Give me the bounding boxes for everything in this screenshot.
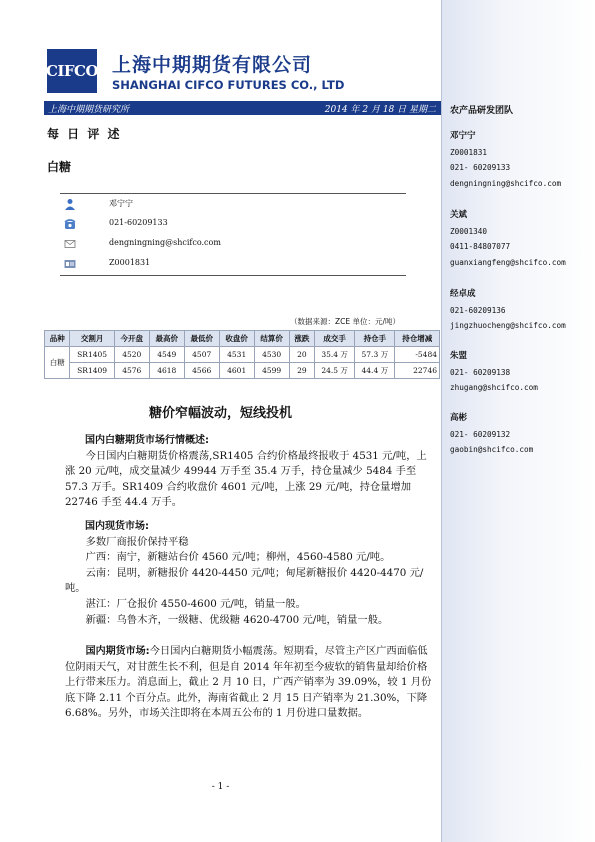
col-header: 品种 <box>45 331 70 347</box>
envelope-icon <box>64 238 76 250</box>
table-cell: 22746 <box>395 363 440 379</box>
section-spot-market <box>65 519 433 628</box>
member-phone: 021- 60209133 <box>450 163 511 172</box>
product-title: 白糖 <box>47 160 72 174</box>
table-cell: 4618 <box>149 363 184 379</box>
member-email[interactable]: zhugang@shcifco.com <box>450 383 538 392</box>
table-row <box>45 363 440 379</box>
table-cell: 4566 <box>184 363 219 379</box>
table-cell: 29 <box>289 363 314 379</box>
member-license: Z0001831 <box>450 147 488 157</box>
team-member <box>450 129 590 191</box>
table-source-note: （数据来源：ZCE 单位：元/吨） <box>290 317 401 326</box>
col-header: 交割月 <box>70 331 114 347</box>
col-header: 成交手 <box>315 331 355 347</box>
company-name-cn: 上海中期期货有限公司 <box>112 54 313 76</box>
member-name: 关斌 <box>450 210 468 220</box>
contact-license: Z0001831 <box>109 258 151 267</box>
quote-table <box>44 330 440 379</box>
section-body: 今日国内白糖期货价格震荡,SR1405 合约价格最终报收于 4531 元/吨，上涨 20 元/吨，成交量减少 49944 万手至 35.4 万手，持仓量减少 5484 手至 57.3 万手。SR1409 合约收盘价 4601 元/吨，上涨 29 元/吨，持仓量增加 22746 手至 44.4 万手。 <box>65 449 427 509</box>
table-cell: SR1405 <box>70 347 114 363</box>
col-header: 最高价 <box>149 331 184 347</box>
contact-row-phone <box>60 217 406 233</box>
company-logo <box>47 49 97 93</box>
spot-line: 云南：昆明，新糖报价 4420-4450 元/吨；甸尾新糖报价 4420-4470 元/吨。 <box>65 566 424 595</box>
contact-phone: 021-60209133 <box>109 218 168 227</box>
member-license: Z0001340 <box>450 226 488 236</box>
table-cell: 4576 <box>114 363 149 379</box>
spot-line: 湛江：厂仓报价 4550-4600 元/吨，销量一般。 <box>85 597 306 610</box>
member-email[interactable]: dengningning@shcifco.com <box>450 178 562 188</box>
col-header: 持仓手 <box>355 331 395 347</box>
team-member <box>450 208 590 270</box>
member-phone: 021- 60209138 <box>450 367 511 377</box>
page-number: - 1 - <box>211 782 230 792</box>
table-row <box>45 347 440 363</box>
team-heading: 农产品研发团队 <box>450 106 514 116</box>
col-header: 收盘价 <box>219 331 254 347</box>
contact-email[interactable]: dengningning@shcifco.com <box>109 238 221 247</box>
col-header: 今开盘 <box>114 331 149 347</box>
member-name: 邓宁宁 <box>450 131 476 141</box>
team-member <box>450 287 590 334</box>
table-header-row <box>45 331 440 347</box>
col-header: 最低价 <box>184 331 219 347</box>
section-futures-market <box>65 644 433 722</box>
table-cell: 4507 <box>184 347 219 363</box>
section-title: 每 日 评 述 <box>47 127 122 141</box>
member-phone: 0411-84807077 <box>450 242 511 251</box>
table-cell: 35.4 万 <box>315 347 355 363</box>
article-title: 糖价窄幅波动，短线投机 <box>148 406 292 421</box>
logo-mark: CIFCO <box>45 62 99 80</box>
analyst-contact <box>60 193 406 276</box>
id-card-icon <box>64 258 76 270</box>
table-cell: 4549 <box>149 347 184 363</box>
report-date: 2014 年 2 月 18 日 星期二 <box>324 105 436 115</box>
col-header: 持仓增减 <box>395 331 440 347</box>
member-email[interactable]: guanxiangfeng@shcifco.com <box>450 257 566 267</box>
table-cell: 4599 <box>254 363 289 379</box>
team-member <box>450 349 590 396</box>
table-cell: -5484 <box>395 347 440 363</box>
table-cell: 4530 <box>254 347 289 363</box>
table-cell: 24.5 万 <box>315 363 355 379</box>
col-header: 结算价 <box>254 331 289 347</box>
section-futures-overview <box>65 433 433 511</box>
section-body: 今日国内白糖期货小幅震荡。短期看，尽管主产区广西面临低位阴雨天气，对甘蔗生长不利，但是自 2014 年年初至今疲软的销售量却给价格上行带来压力。消息面上，截止 2 月 10 日，广西产销率为 39.09%，较 1 月份底下降 2.11 个百分点。此外，海南省截止 2 月 15 日产销率为 21.30%，下降 6.68%。另外，市场关注即将在本周五公布的 1 月份进口量数据。 <box>65 645 432 720</box>
col-header: 涨跌 <box>289 331 314 347</box>
section-heading: 国内期货市场: <box>85 646 150 657</box>
company-name-en: SHANGHAI CIFCO FUTURES CO., LTD <box>112 78 345 92</box>
section-heading: 国内白糖期货市场行情概述: <box>85 435 209 446</box>
spot-line: 广西：南宁，新糖站台价 4560 元/吨；柳州，4560-4580 元/吨。 <box>85 551 391 564</box>
contact-row-license <box>60 257 406 273</box>
contact-row-name <box>60 197 406 213</box>
contact-name: 邓宁宁 <box>109 199 133 208</box>
spot-line: 多数厂商报价保持平稳 <box>85 535 189 548</box>
table-cell: SR1409 <box>70 363 114 379</box>
section-heading: 国内现货市场: <box>85 521 149 532</box>
table-cell: 4601 <box>219 363 254 379</box>
member-phone: 021- 60209132 <box>450 429 511 439</box>
person-icon <box>64 198 76 210</box>
table-cell: 4531 <box>219 347 254 363</box>
header-banner <box>44 101 441 115</box>
institute-name: 上海中期期货研究所 <box>48 105 130 115</box>
phone-icon <box>64 218 76 230</box>
product-cell: 白糖 <box>45 347 70 379</box>
member-name: 高彬 <box>450 413 468 423</box>
member-phone: 021-60209136 <box>450 305 506 315</box>
team-member <box>450 411 590 458</box>
table-cell: 20 <box>289 347 314 363</box>
spot-line: 新疆：乌鲁木齐，一级糖、优级糖 4620-4700 元/吨，销量一般。 <box>85 613 389 626</box>
member-email[interactable]: gaobin@shcifco.com <box>450 445 534 454</box>
table-cell: 57.3 万 <box>355 347 395 363</box>
member-name: 朱盟 <box>450 351 468 361</box>
member-name: 经卓成 <box>450 289 476 299</box>
contact-row-email <box>60 237 406 253</box>
table-cell: 4520 <box>114 347 149 363</box>
member-email[interactable]: jingzhuocheng@shcifco.com <box>450 321 566 330</box>
table-cell: 44.4 万 <box>355 363 395 379</box>
